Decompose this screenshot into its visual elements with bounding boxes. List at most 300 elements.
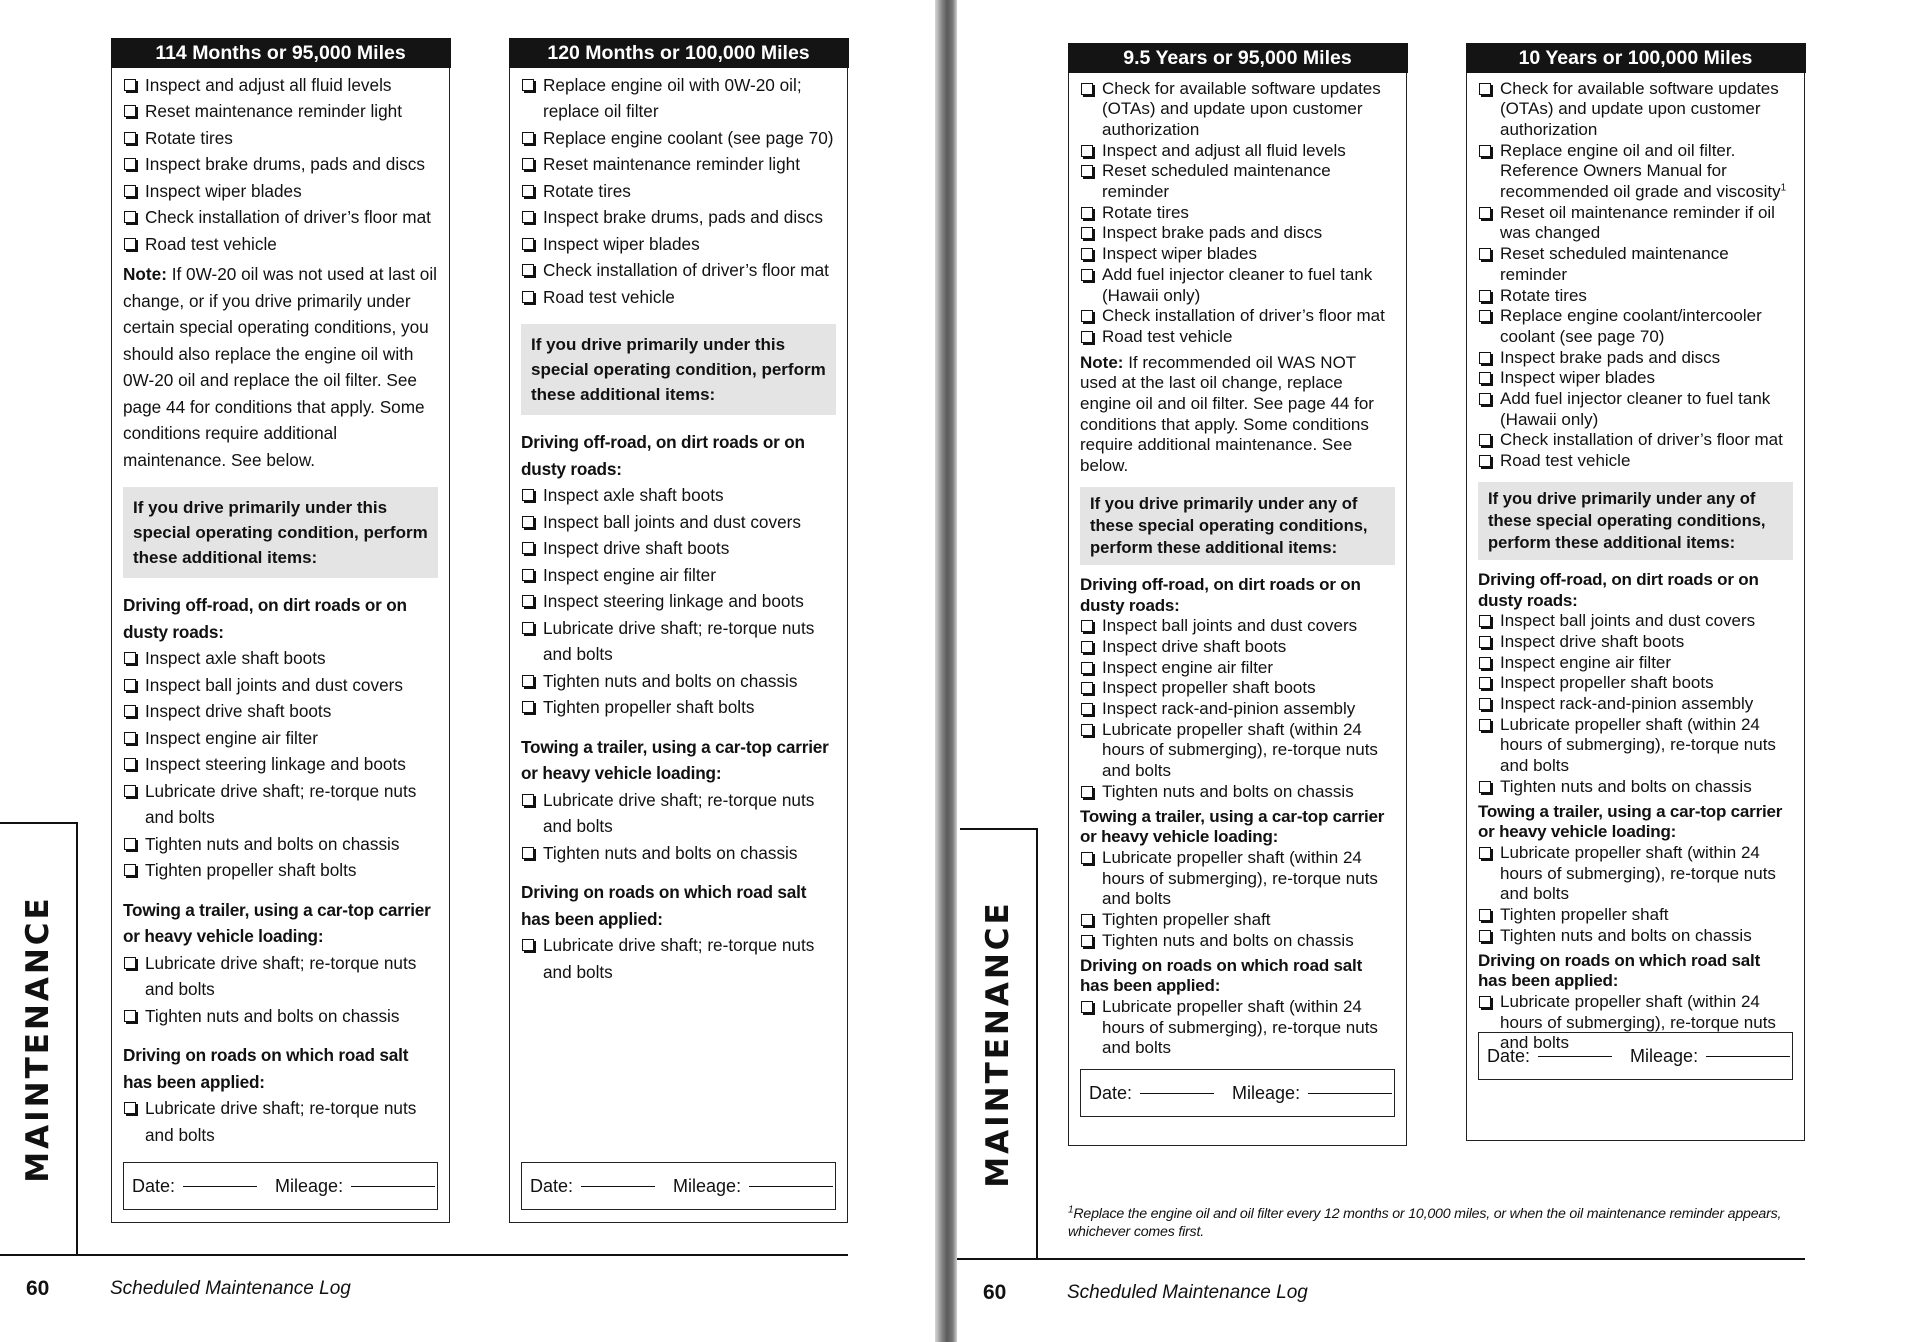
checklist-item-label: Inspect brake pads and discs [1102,223,1323,243]
condition-section [123,1042,438,1148]
mileage-blank[interactable] [1308,1093,1392,1094]
checkbox-icon[interactable] [1479,352,1491,364]
checklist [1478,79,1793,472]
checklist-item-label: Inspect steering linkage and boots [145,754,406,774]
checklist-item[interactable] [123,72,438,99]
checklist-item[interactable] [521,932,836,985]
footer-title: Scheduled Maintenance Log [110,1278,351,1299]
checklist-item-label: Reset maintenance reminder light [543,154,800,174]
checkbox-icon[interactable] [522,622,534,634]
checklist-item[interactable] [521,562,836,589]
condition-section [1080,807,1395,952]
checkbox-icon[interactable] [1479,615,1491,627]
checklist-item[interactable] [1478,389,1793,430]
checklist-item[interactable] [1478,777,1793,798]
checkbox-icon[interactable] [124,238,136,250]
checklist-item[interactable] [123,98,438,125]
checkbox-icon[interactable] [1479,698,1491,710]
checklist-item[interactable] [521,72,836,125]
checklist-item[interactable] [1080,161,1395,202]
sections [123,592,438,1148]
mileage-label: Mileage: [275,1175,344,1196]
checkbox-icon[interactable] [522,79,534,91]
condition-title: Towing a trailer, using a car-top carrier or heavy vehicle loading: [1080,806,1385,847]
interval-card-120-months [509,38,848,1223]
checklist-item[interactable] [1478,79,1793,141]
checkbox-icon[interactable] [1081,1001,1093,1013]
checkbox-icon[interactable] [1081,914,1093,926]
condition-section [521,429,836,721]
date-mileage-box[interactable] [521,1162,836,1210]
checklist-item-label: Lubricate drive shaft; re-torque nuts and bolts [543,935,815,982]
checkbox-icon[interactable] [124,132,136,144]
checklist-item-label: Inspect propeller shaft boots [1102,678,1316,698]
checkbox-icon[interactable] [522,211,534,223]
special-conditions-box: If you drive primarily under any of these special operating conditions, perform these additional items: [1080,487,1395,565]
checkbox-icon[interactable] [1081,310,1093,322]
mileage-blank[interactable] [351,1186,435,1187]
checklist-item-label: Inspect brake drums, pads and discs [543,207,823,227]
checklist-item-label: Inspect ball joints and dust covers [1500,611,1756,631]
checklist-item[interactable] [1080,782,1395,803]
condition-title: Driving off-road, on dirt roads or on dusty roads: [521,432,805,479]
page-number: 60 [983,1281,1007,1304]
checkbox-icon[interactable] [1479,455,1491,467]
checkbox-icon[interactable] [522,264,534,276]
checklist-item[interactable] [123,751,438,778]
checkbox-icon[interactable] [124,785,136,797]
checklist-item[interactable] [1478,715,1793,777]
footnote-marker: 1 [1068,1204,1074,1216]
checkbox-icon[interactable] [522,489,534,501]
checklist-item[interactable] [1080,616,1395,637]
checklist-item-label: Inspect rack-and-pinion assembly [1500,694,1754,714]
checklist-item[interactable] [123,1095,438,1148]
checklist-item[interactable] [1478,926,1793,947]
checklist-item-label: Inspect drive shaft boots [145,701,332,721]
checkbox-icon[interactable] [1479,207,1491,219]
checklist-item-label: Inspect brake drums, pads and discs [145,154,425,174]
checkbox-icon[interactable] [1081,83,1093,95]
card-body [510,68,847,986]
checkbox-icon[interactable] [1479,434,1491,446]
checklist-item[interactable] [1080,997,1395,1059]
checkbox-icon[interactable] [124,211,136,223]
checklist-item[interactable] [123,231,438,258]
checklist [521,72,836,311]
checkbox-icon[interactable] [1081,682,1093,694]
checkbox-icon[interactable] [1081,935,1093,947]
checklist-item-label: Inspect drive shaft boots [1500,631,1685,651]
date-blank[interactable] [1140,1093,1214,1094]
condition-section [1478,802,1793,947]
checkbox-icon[interactable] [124,1010,136,1022]
checklist-item[interactable] [1478,694,1793,715]
checkbox-icon[interactable] [124,679,136,691]
date-label: Date: [1487,1045,1531,1066]
checklist-item-label: Inspect engine air filter [145,727,318,748]
checkbox-icon[interactable] [522,701,534,713]
checklist-item-label: Lubricate propeller shaft (within 24 hours of submerging), re-torque nuts and bolts [1102,996,1378,1058]
condition-title: Driving on roads on which road salt has been applied: [521,882,807,929]
checklist-item-label: Rotate tires [145,127,233,148]
checklist-item[interactable] [521,535,836,562]
note [123,261,438,473]
checkbox-icon[interactable] [1081,703,1093,715]
checklist-item[interactable] [1478,430,1793,451]
book-gutter [935,0,957,1342]
checklist-item[interactable] [123,857,438,884]
side-tab-label: MAINTENANCE [980,900,1016,1188]
checkbox-icon[interactable] [1479,677,1491,689]
checklist [1080,79,1395,348]
checkbox-icon[interactable] [522,569,534,581]
special-conditions-box: If you drive primarily under this special operating condition, perform these additional items: [123,487,438,578]
special-conditions-box: If you drive primarily under this special operating condition, perform these additional items: [521,324,836,415]
checklist-item[interactable] [1080,265,1395,306]
condition-title: Towing a trailer, using a car-top carrier or heavy vehicle loading: [1478,801,1783,842]
note-text: If 0W-20 oil was not used at last oil change, or if you drive primarily under certain special operating conditions, you should also replace the engine oil with 0W-20 oil and replace the oil filter. See page 44 for conditions that apply. Some conditions require additional maintenance. See below. [123,264,437,470]
checkbox-icon[interactable] [1081,165,1093,177]
checkbox-icon[interactable] [124,652,136,664]
interval-card-114-months [111,38,450,1223]
checklist-item-label: Lubricate drive shaft; re-torque nuts and bolts [543,617,815,664]
side-tab-label: MAINTENANCE [20,895,56,1183]
mileage-blank[interactable] [1706,1056,1790,1057]
checkbox-icon[interactable] [1081,620,1093,632]
checklist-item[interactable] [521,178,836,205]
condition-section [1478,570,1793,798]
checklist-item-label: Inspect wiper blades [1500,368,1655,388]
checklist-item[interactable] [521,787,836,840]
checkbox-icon[interactable] [1081,207,1093,219]
checklist-item[interactable] [521,482,836,509]
checkbox-icon[interactable] [124,105,136,117]
special-conditions-box: If you drive primarily under any of these special operating conditions, perform these additional items: [1478,482,1793,560]
checklist-item[interactable] [521,125,836,152]
checkbox-icon[interactable] [124,705,136,717]
checkbox-icon[interactable] [1479,145,1491,157]
checklist-item-label: Inspect engine air filter [1102,657,1274,677]
checkbox-icon[interactable] [1479,248,1491,260]
mileage-label: Mileage: [1232,1082,1301,1103]
checklist-item[interactable] [1080,637,1395,658]
checklist-item-label: Tighten nuts and bolts on chassis [1102,930,1354,950]
checklist-item[interactable] [521,615,836,668]
checkbox-icon[interactable] [1081,724,1093,736]
card-header: 114 Months or 95,000 Miles [111,38,451,68]
card-header: 120 Months or 100,000 Miles [509,38,849,68]
mileage-blank[interactable] [749,1186,833,1187]
checklist-item[interactable] [1080,931,1395,952]
checklist-item-label: Inspect wiper blades [1102,244,1257,264]
checklist-item-label: Inspect steering linkage and boots [543,591,804,611]
checklist-item[interactable] [1080,720,1395,782]
checklist-item[interactable] [1080,658,1395,679]
date-blank[interactable] [183,1186,257,1187]
checklist-item[interactable] [1478,611,1793,632]
checklist-item-label: Check installation of driver’s floor mat [543,260,829,280]
checkbox-icon[interactable] [1479,847,1491,859]
sections [521,429,836,985]
checklist-item[interactable] [1478,905,1793,926]
checkbox-icon[interactable] [124,838,136,850]
side-tab [960,828,1038,1258]
checklist-item[interactable] [1478,203,1793,244]
checklist-item-label: Inspect drive shaft boots [543,538,730,558]
checklist-item[interactable] [123,178,438,205]
checkbox-icon[interactable] [1479,83,1491,95]
checklist-item-label: Tighten propeller shaft [1500,905,1669,925]
checklist-item[interactable] [1478,286,1793,307]
checklist-item[interactable] [123,204,438,231]
checklist-item[interactable] [521,509,836,536]
checklist-item-label: Inspect ball joints and dust covers [145,674,403,695]
left-page [0,0,935,1342]
checkbox-icon[interactable] [1081,331,1093,343]
date-mileage-box[interactable] [1080,1069,1395,1117]
checklist [1478,843,1793,947]
checklist-item[interactable] [1080,848,1395,910]
checklist-item-label: Inspect and adjust all fluid levels [1102,140,1346,160]
checklist-item[interactable] [521,284,836,311]
checklist-item-label: Lubricate propeller shaft (within 24 hours of submerging), re-torque nuts and bolts [1500,991,1776,1053]
interval-card-9-5-years [1068,43,1407,1146]
checklist-item-label: Rotate tires [1102,202,1189,222]
footnote [1068,1205,1828,1241]
checkbox-icon[interactable] [124,732,136,744]
checklist-item-label: Reset oil maintenance reminder if oil was changed [1500,202,1775,243]
checklist-item-label: Tighten nuts and bolts on chassis [145,833,400,854]
checklist-item-label: Replace engine oil with 0W-20 oil; replace oil filter [543,74,802,121]
checklist-item[interactable] [1080,244,1395,265]
checkbox-icon[interactable] [522,132,534,144]
checklist-item[interactable] [1478,306,1793,347]
checklist-item-label: Lubricate drive shaft; re-torque nuts and bolts [543,789,815,836]
checklist-item-label: Inspect drive shaft boots [1102,636,1287,656]
checklist-item-label: Inspect and adjust all fluid levels [145,74,392,95]
checklist-item[interactable] [1080,203,1395,224]
checkbox-icon[interactable] [522,291,534,303]
checklist-item[interactable] [1478,141,1793,203]
checkbox-icon[interactable] [1081,662,1093,674]
checklist-item[interactable] [1478,244,1793,285]
checklist [521,482,836,721]
checklist-item-label: Tighten nuts and bolts on chassis [543,670,798,691]
checklist-item[interactable] [521,694,836,721]
checkbox-icon[interactable] [522,542,534,554]
condition-section [521,879,836,985]
checkbox-icon[interactable] [1081,269,1093,281]
note-label: Note: [1080,352,1124,372]
checkbox-icon[interactable] [124,758,136,770]
checklist-item-label: Check installation of driver’s floor mat [145,207,431,227]
note-text: If recommended oil WAS NOT used at the last oil change, replace engine oil and oil filter. See page 44 for conditions that apply. Some conditions require additional maintenance. See below. [1080,352,1374,476]
checklist-item-label: Inspect engine air filter [543,564,716,585]
checklist-item-label: Lubricate propeller shaft (within 24 hours of submerging), re-torque nuts and bolts [1500,843,1776,904]
checklist-item-label: Inspect axle shaft boots [145,648,326,668]
sections [1080,575,1395,1059]
checkbox-icon[interactable] [1479,909,1491,921]
date-label: Date: [530,1175,574,1196]
checkbox-icon[interactable] [1479,657,1491,669]
checklist-item[interactable] [1080,141,1395,162]
checkbox-icon[interactable] [522,939,534,951]
condition-title: Driving off-road, on dirt roads or on dusty roads: [123,595,407,642]
checklist-item[interactable] [521,588,836,615]
checklist-item[interactable] [1080,327,1395,348]
checklist-item-label: Inspect wiper blades [543,233,700,254]
card-body [112,68,449,1149]
condition-section [521,734,836,867]
checklist-item[interactable] [1478,632,1793,653]
checklist-item[interactable] [123,950,438,1003]
checkbox-icon[interactable] [1479,372,1491,384]
checkbox-icon[interactable] [1479,996,1491,1008]
date-label: Date: [132,1175,176,1196]
checklist-item-label: Rotate tires [1500,285,1587,305]
checklist-item-label: Check for available software updates (OTAs) and update upon customer authorization [1102,78,1381,139]
checkbox-icon[interactable] [1081,786,1093,798]
checkbox-icon[interactable] [522,847,534,859]
condition-title: Driving off-road, on dirt roads or on dusty roads: [1478,569,1759,610]
checklist-item[interactable] [1080,79,1395,141]
checklist-item[interactable] [1478,843,1793,905]
checkbox-icon[interactable] [522,185,534,197]
checklist-item-label: Reset scheduled maintenance reminder [1102,161,1331,202]
checkbox-icon[interactable] [1081,145,1093,157]
checklist-item[interactable] [1080,306,1395,327]
checklist-item-label: Replace engine coolant (see page 70) [543,127,834,148]
checklist-item-label: Tighten nuts and bolts on chassis [1500,925,1752,945]
mileage-label: Mileage: [1630,1045,1699,1066]
checkbox-icon[interactable] [124,957,136,969]
checklist-item-label: Tighten propeller shaft bolts [145,860,357,880]
checklist [123,950,438,1030]
checkbox-icon[interactable] [1479,781,1491,793]
checkbox-icon[interactable] [124,158,136,170]
date-mileage-box[interactable] [123,1162,438,1210]
footnote-text: Replace the engine oil and oil filter every 12 months or 10,000 miles, or when the oil maintenance reminder appears, whichever comes first. [1068,1206,1782,1240]
checklist-item[interactable] [1478,451,1793,472]
checklist-item-label: Inspect engine air filter [1500,652,1672,672]
date-mileage-box[interactable] [1478,1032,1793,1080]
page-number: 60 [26,1277,50,1300]
checkbox-icon[interactable] [124,1102,136,1114]
checklist-item[interactable] [1080,223,1395,244]
checklist-item[interactable] [521,151,836,178]
checklist-item[interactable] [1478,348,1793,369]
checkbox-icon[interactable] [124,79,136,91]
checklist-item[interactable] [521,257,836,284]
checklist-item[interactable] [1478,673,1793,694]
checkbox-icon[interactable] [1479,930,1491,942]
card-header: 10 Years or 100,000 Miles [1466,43,1806,73]
checklist [521,932,836,985]
checkbox-icon[interactable] [1479,393,1491,405]
checklist-item[interactable] [123,725,438,752]
checkbox-icon[interactable] [124,864,136,876]
checkbox-icon[interactable] [522,794,534,806]
footer-rule [957,1258,1805,1260]
checklist-item[interactable] [1478,653,1793,674]
checklist [1080,848,1395,952]
condition-title: Driving on roads on which road salt has been applied: [123,1045,409,1092]
checklist-item[interactable] [123,1003,438,1030]
date-blank[interactable] [581,1186,655,1187]
checklist-item-label: Inspect axle shaft boots [543,485,724,505]
checkbox-icon[interactable] [1081,248,1093,260]
checklist-item-label: Inspect propeller shaft boots [1500,673,1714,693]
checkbox-icon[interactable] [1479,310,1491,322]
checkbox-icon[interactable] [1479,290,1491,302]
checkbox-icon[interactable] [522,595,534,607]
checklist-item[interactable] [123,151,438,178]
note-label: Note: [123,264,167,284]
checkbox-icon[interactable] [1081,852,1093,864]
date-blank[interactable] [1538,1056,1612,1057]
checklist [1080,997,1395,1059]
checklist-item-label: Lubricate propeller shaft (within 24 hours of submerging), re-torque nuts and bolts [1102,848,1378,909]
checklist-item[interactable] [123,125,438,152]
checklist-item-label: Tighten nuts and bolts on chassis [1102,781,1354,801]
condition-section [1080,956,1395,1060]
checkbox-icon[interactable] [1479,719,1491,731]
footer-title: Scheduled Maintenance Log [1067,1282,1308,1303]
checklist-item[interactable] [1478,368,1793,389]
checkbox-icon[interactable] [1081,641,1093,653]
checklist-item[interactable] [123,778,438,831]
checklist-item[interactable] [123,645,438,672]
checklist-item[interactable] [1080,678,1395,699]
checklist-item-label: Inspect rack-and-pinion assembly [1102,699,1356,719]
checkbox-icon[interactable] [522,238,534,250]
checklist [123,1095,438,1148]
checklist-item[interactable] [123,672,438,699]
checklist-item-label: Inspect wiper blades [145,180,302,201]
interval-card-10-years [1466,43,1805,1141]
checklist-item-label: Tighten nuts and bolts on chassis [145,1005,400,1026]
checklist-item-label: Add fuel injector cleaner to fuel tank (Hawaii only) [1102,264,1373,305]
condition-section [123,897,438,1030]
checklist-item[interactable] [521,231,836,258]
checkbox-icon[interactable] [522,675,534,687]
checklist-item[interactable] [521,204,836,231]
checkbox-icon[interactable] [124,185,136,197]
checklist [1478,611,1793,797]
checklist-item[interactable] [123,831,438,858]
side-tab [0,822,78,1254]
checklist-item-label: Replace engine coolant/intercooler coolant (see page 70) [1500,306,1762,346]
checklist-item-label: Check for available software updates (OTAs) and update upon customer authorization [1500,78,1779,139]
checklist-item[interactable] [1080,699,1395,720]
checklist [1080,616,1395,802]
checkbox-icon[interactable] [522,516,534,528]
card-body [1467,73,1804,1055]
date-label: Date: [1089,1082,1133,1103]
checklist-item[interactable] [521,668,836,695]
checkbox-icon[interactable] [1479,636,1491,648]
checkbox-icon[interactable] [1081,227,1093,239]
checklist-item[interactable] [521,840,836,867]
checklist-item-label: Reset maintenance reminder light [145,101,402,121]
checklist-item-label: Lubricate drive shaft; re-torque nuts and bolts [145,1098,417,1145]
checklist-item-label: Lubricate drive shaft; re-torque nuts and bolts [145,952,417,999]
checklist-item[interactable] [1080,910,1395,931]
checklist-item[interactable] [123,698,438,725]
checklist-item-label: Tighten nuts and bolts on chassis [1500,776,1752,796]
checkbox-icon[interactable] [522,158,534,170]
